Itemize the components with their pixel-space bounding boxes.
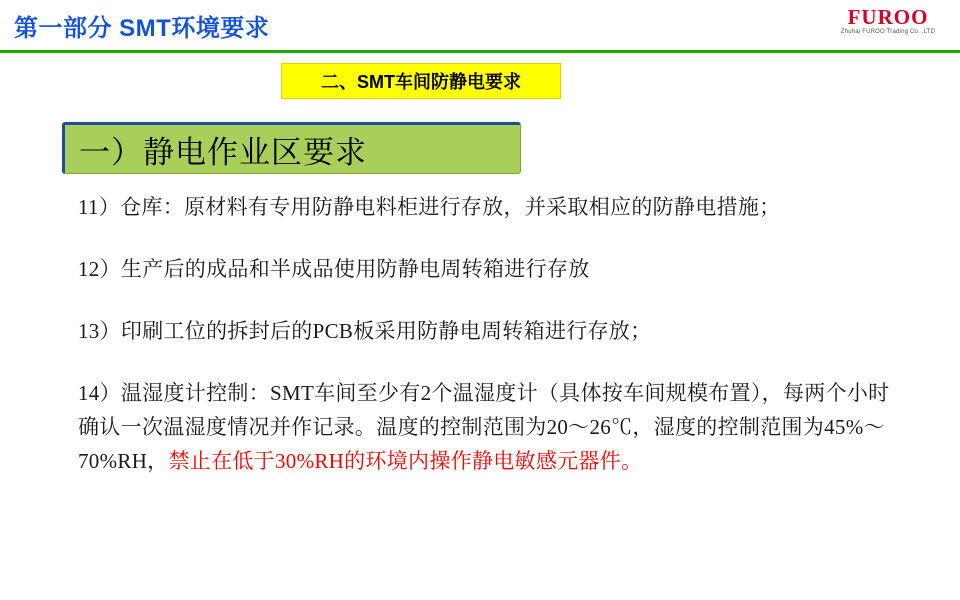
header-title-bar <box>0 0 700 47</box>
paragraph-14-text: 14）温湿度计控制：SMT车间至少有2个温湿度计（具体按车间规模布置），每两个小时确认一次温湿度情况并作记录。温度的控制范围为20～26℃，湿度的控制范围为45%～70%RH， <box>78 381 890 473</box>
company-logo <box>828 6 948 44</box>
body-paragraph-12: 12）生产后的成品和半成品使用防静电周转箱进行存放 <box>78 257 590 281</box>
body-content <box>78 190 908 478</box>
paragraph-14-highlight: 禁止在低于30%RH的环境内操作静电敏感元器件。 <box>168 449 643 473</box>
slide-header <box>0 0 960 53</box>
logo-wordmark: FUROO <box>847 5 929 29</box>
body-paragraph-14 <box>78 376 908 478</box>
body-paragraph-11: 11）仓库：原材料有专用防静电料柜进行存放，并采取相应的防静电措施； <box>78 195 781 219</box>
logo-subtext: Zhuhai FUROO Trading Co. ,LTD <box>840 29 936 35</box>
page-title: 第一部分 SMT环境要求 <box>14 15 270 42</box>
body-paragraph-13: 13）印刷工位的拆封后的PCB板采用防静电周转箱进行存放； <box>78 319 652 343</box>
subtitle-label: 一）静电作业区要求 <box>79 134 367 170</box>
section-badge-label: 二、SMT车间防静电要求 <box>321 72 521 92</box>
subtitle-banner <box>62 122 521 174</box>
section-badge <box>281 63 561 99</box>
